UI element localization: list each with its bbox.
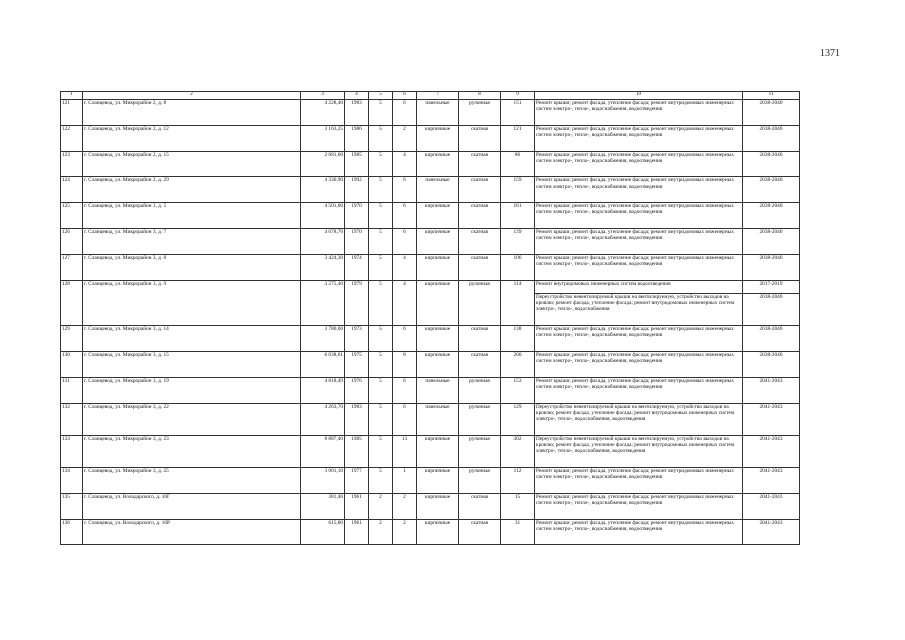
period-cell: 2041-2043 xyxy=(743,435,800,467)
residents-cell: 86 xyxy=(501,151,535,177)
header-cell: 2 xyxy=(83,92,301,100)
table-row xyxy=(61,125,800,151)
table-row xyxy=(61,280,800,293)
residents-cell: 138 xyxy=(501,326,535,352)
entrances-cell: 6 xyxy=(393,203,417,229)
entrances-cell: 6 xyxy=(393,177,417,203)
address-cell: г. Сланцевод, ул. Микрорайон 3, д. 23 xyxy=(83,435,301,467)
entrances-cell: 6 xyxy=(393,377,417,403)
address-cell: г. Сланцевод, ул. Микрорайон 2, д. 15 xyxy=(83,151,301,177)
works-cell: Ремонт крыши; ремонт фасада, утепление фасада; ремонт внутридомовых инженерных систем электро-, тепло-, водоснабжения, водоотведения xyxy=(535,493,743,519)
row-number: 130 xyxy=(61,351,83,377)
works-cell: Ремонт крыши; ремонт фасада, утепление фасада; ремонт внутридомовых инженерных систем электро-, тепло-, водоснабжения, водоотведения xyxy=(535,326,743,352)
works-cell: Ремонт крыши; ремонт фасада, утепление фасада; ремонт внутридомовых инженерных систем электро-, тепло-, водоснабжения, водоотведения xyxy=(535,377,743,403)
residents-cell: 151 xyxy=(501,100,535,126)
walls-cell: кирпичные xyxy=(417,203,459,229)
floors-cell: 5 xyxy=(369,151,393,177)
address-cell: г. Сланцевод, ул. Микрорайон 3, д. 9 xyxy=(83,280,301,326)
header-cell: 7 xyxy=(417,92,459,100)
entrances-cell: 6 xyxy=(393,228,417,254)
roof-cell: скатная xyxy=(459,177,501,203)
residents-cell: 153 xyxy=(501,377,535,403)
year-cell: 1973 xyxy=(345,326,369,352)
period-cell: 2041-2043 xyxy=(743,519,800,545)
walls-cell: кирпичные xyxy=(417,467,459,493)
address-cell: г. Сланцевод, ул. Микрорайон 3, д. 8 xyxy=(83,254,301,280)
address-cell: г. Сланцевод, ул. Микрорайон 3, д. 5 xyxy=(83,203,301,229)
period-cell: 2038-2040 xyxy=(743,326,800,352)
works-cell: Ремонт крыши; ремонт фасада, утепление фасада; ремонт внутридомовых инженерных систем электро-, тепло-, водоснабжения, водоотведения xyxy=(535,177,743,203)
floors-cell: 5 xyxy=(369,100,393,126)
period-cell: 2041-2043 xyxy=(743,467,800,493)
address-cell: г. Сланцевод, ул. Микрорайон 2, д. 8 xyxy=(83,100,301,126)
residents-cell: 139 xyxy=(501,228,535,254)
residents-cell: 106 xyxy=(501,254,535,280)
header-cell: 4 xyxy=(345,92,369,100)
table-row xyxy=(61,100,800,126)
header-cell: 10 xyxy=(535,92,743,100)
walls-cell: панельные xyxy=(417,377,459,403)
floors-cell: 5 xyxy=(369,467,393,493)
year-cell: 1986 xyxy=(345,125,369,151)
period-cell: 2038-2040 xyxy=(743,293,800,325)
walls-cell: кирпичные xyxy=(417,351,459,377)
walls-cell: кирпичные xyxy=(417,151,459,177)
row-number: 135 xyxy=(61,493,83,519)
entrances-cell: 2 xyxy=(393,493,417,519)
residents-cell: 302 xyxy=(501,435,535,467)
entrances-cell: 4 xyxy=(393,280,417,326)
floors-cell: 5 xyxy=(369,125,393,151)
table-row xyxy=(61,467,800,493)
area-cell: 3 424,30 xyxy=(301,254,345,280)
works-cell: Ремонт крыши; ремонт фасада, утепление фасада; ремонт внутридомовых инженерных систем электро-, тепло-, водоснабжения, водоотведения xyxy=(535,519,743,545)
works-cell: Ремонт крыши; ремонт фасада, утепление фасада; ремонт внутридомовых инженерных систем электро-, тепло-, водоснабжения, водоотведения xyxy=(535,100,743,126)
works-cell: Ремонт крыши; ремонт фасада, утепление фасада; ремонт внутридомовых инженерных систем электро-, тепло-, водоснабжения, водоотведения xyxy=(535,125,743,151)
area-cell: 4 818,49 xyxy=(301,377,345,403)
row-number: 129 xyxy=(61,326,83,352)
area-cell: 4 078,70 xyxy=(301,228,345,254)
year-cell: 1983 xyxy=(345,100,369,126)
residents-cell: 200 xyxy=(501,351,535,377)
address-cell: г. Сланцевод, ул. Микрорайон 3, д. 14 xyxy=(83,326,301,352)
walls-cell: кирпичные xyxy=(417,125,459,151)
residents-cell: 159 xyxy=(501,177,535,203)
address-cell: г. Сланцевод, ул. Микрорайон 2, д. 29 xyxy=(83,177,301,203)
works-cell: Ремонт внутридомовых инженерных систем водоотведения xyxy=(535,280,743,293)
address-cell: г. Сланцевод, ул. Микрорайон 3, д. 25 xyxy=(83,467,301,493)
area-cell: 3 001,10 xyxy=(301,467,345,493)
residents-cell: 31 xyxy=(501,519,535,545)
floors-cell: 5 xyxy=(369,351,393,377)
year-cell: 1961 xyxy=(345,493,369,519)
table-row xyxy=(61,351,800,377)
year-cell: 1974 xyxy=(345,254,369,280)
works-cell: Ремонт крыши; ремонт фасада, утепление фасада; ремонт внутридомовых инженерных систем электро-, тепло-, водоснабжения, водоотведения xyxy=(535,351,743,377)
floors-cell: 5 xyxy=(369,435,393,467)
works-cell: Переустройство невентилируемой крыши на вентилируемую, устройство выходов на кровлю; ремонт фасада, утепление фасада; ремонт внутридомовых инженерных систем электро-, тепло-, водоснабжения, водоотведения xyxy=(535,435,743,467)
period-cell: 2038-2040 xyxy=(743,125,800,151)
entrances-cell: 2 xyxy=(393,125,417,151)
address-cell: г. Сланцевод, ул. Микрорайон 3, д. 19 xyxy=(83,377,301,403)
header-cell: 1 xyxy=(61,92,83,100)
area-cell: 2 681,60 xyxy=(301,151,345,177)
walls-cell: кирпичные xyxy=(417,280,459,326)
entrances-cell: 6 xyxy=(393,326,417,352)
roof-cell: рулонная xyxy=(459,377,501,403)
table-row xyxy=(61,326,800,352)
period-cell: 2041-2043 xyxy=(743,403,800,435)
year-cell: 1979 xyxy=(345,280,369,326)
header-cell: 6 xyxy=(393,92,417,100)
residents-cell: 129 xyxy=(501,403,535,435)
period-cell: 2041-2043 xyxy=(743,377,800,403)
page-number: 1371 xyxy=(820,48,840,59)
table-row xyxy=(61,519,800,545)
area-cell: 4 228,40 xyxy=(301,100,345,126)
entrances-cell: 8 xyxy=(393,351,417,377)
table-row xyxy=(61,203,800,229)
area-cell: 6 038,61 xyxy=(301,351,345,377)
table-row xyxy=(61,435,800,467)
residents-cell: 114 xyxy=(501,280,535,326)
roof-cell: скатная xyxy=(459,203,501,229)
table-row xyxy=(61,403,800,435)
table-row xyxy=(61,228,800,254)
year-cell: 1970 xyxy=(345,203,369,229)
floors-cell: 2 xyxy=(369,519,393,545)
row-number: 123 xyxy=(61,151,83,177)
works-cell: Ремонт крыши; ремонт фасада, утепление фасада; ремонт внутридомовых инженерных систем электро-, тепло-, водоснабжения, водоотведения xyxy=(535,203,743,229)
floors-cell: 5 xyxy=(369,403,393,435)
floors-cell: 5 xyxy=(369,228,393,254)
walls-cell: кирпичные xyxy=(417,228,459,254)
table-body xyxy=(61,100,800,545)
walls-cell: панельные xyxy=(417,100,459,126)
roof-cell: рулонная xyxy=(459,435,501,467)
area-cell: 3 275,40 xyxy=(301,280,345,326)
row-number: 133 xyxy=(61,435,83,467)
roof-cell: скатная xyxy=(459,228,501,254)
period-cell: 2038-2040 xyxy=(743,100,800,126)
walls-cell: кирпичные xyxy=(417,519,459,545)
works-cell: Ремонт крыши; ремонт фасада, утепление фасада; ремонт внутридомовых инженерных систем электро-, тепло-, водоснабжения, водоотведения xyxy=(535,467,743,493)
address-cell: г. Сланцевод, ул. Володарского, д. 16Р xyxy=(83,519,301,545)
floors-cell: 5 xyxy=(369,254,393,280)
area-cell: 8 887,40 xyxy=(301,435,345,467)
row-number: 125 xyxy=(61,203,83,229)
period-cell: 2038-2040 xyxy=(743,254,800,280)
year-cell: 1985 xyxy=(345,151,369,177)
roof-cell: скатная xyxy=(459,326,501,352)
entrances-cell: 13 xyxy=(393,435,417,467)
year-cell: 1975 xyxy=(345,351,369,377)
floors-cell: 5 xyxy=(369,177,393,203)
year-cell: 1983 xyxy=(345,403,369,435)
works-cell: Переустройство невентилируемой крыши на вентилируемую, устройство выходов на кровлю; ремонт фасада, утепление фасада; ремонт внутридомовых инженерных систем электро-, тепло-, водоснабжения, водоотведения xyxy=(535,403,743,435)
floors-cell: 5 xyxy=(369,280,393,326)
row-number: 128 xyxy=(61,280,83,326)
year-cell: 1992 xyxy=(345,177,369,203)
roof-cell: скатная xyxy=(459,151,501,177)
area-cell: 381,40 xyxy=(301,493,345,519)
residents-cell: 161 xyxy=(501,203,535,229)
period-cell: 2038-2040 xyxy=(743,177,800,203)
residents-cell: 15 xyxy=(501,493,535,519)
walls-cell: кирпичные xyxy=(417,493,459,519)
table-row xyxy=(61,254,800,280)
walls-cell: кирпичные xyxy=(417,435,459,467)
floors-cell: 2 xyxy=(369,493,393,519)
entrances-cell: 1 xyxy=(393,467,417,493)
area-cell: 4 330,90 xyxy=(301,177,345,203)
roof-cell: рулонная xyxy=(459,467,501,493)
roof-cell: рулонная xyxy=(459,100,501,126)
floors-cell: 5 xyxy=(369,203,393,229)
header-cell: 8 xyxy=(459,92,501,100)
entrances-cell: 2 xyxy=(393,519,417,545)
walls-cell: кирпичные xyxy=(417,254,459,280)
address-cell: г. Сланцевод, ул. Микрорайон 3, д. 22 xyxy=(83,403,301,435)
address-cell: г. Сланцевод, ул. Микрорайон 3, д. 7 xyxy=(83,228,301,254)
roof-cell: рулонная xyxy=(459,280,501,326)
year-cell: 1977 xyxy=(345,467,369,493)
floors-cell: 5 xyxy=(369,326,393,352)
row-number: 136 xyxy=(61,519,83,545)
entrances-cell: 4 xyxy=(393,254,417,280)
area-cell: 3 163,25 xyxy=(301,125,345,151)
address-cell: г. Сланцевод, ул. Микрорайон 2, д. 12 xyxy=(83,125,301,151)
row-number: 122 xyxy=(61,125,83,151)
address-cell: г. Сланцевод, ул. Микрорайон 3, д. 15 xyxy=(83,351,301,377)
entrances-cell: 4 xyxy=(393,151,417,177)
walls-cell: кирпичные xyxy=(417,326,459,352)
area-cell: 4 501,00 xyxy=(301,203,345,229)
walls-cell: панельные xyxy=(417,177,459,203)
header-cell: 5 xyxy=(369,92,393,100)
header-cell: 3 xyxy=(301,92,345,100)
row-number: 124 xyxy=(61,177,83,203)
year-cell: 1976 xyxy=(345,377,369,403)
period-cell: 2017-2019 xyxy=(743,280,800,293)
entrances-cell: 6 xyxy=(393,403,417,435)
roof-cell: скатная xyxy=(459,254,501,280)
year-cell: 1961 xyxy=(345,519,369,545)
roof-cell: скатная xyxy=(459,125,501,151)
period-cell: 2038-2040 xyxy=(743,351,800,377)
row-number: 126 xyxy=(61,228,83,254)
works-cell: Ремонт крыши; ремонт фасада, утепление фасада; ремонт внутридомовых инженерных систем электро-, тепло-, водоснабжения, водоотведения xyxy=(535,228,743,254)
walls-cell: панельные xyxy=(417,403,459,435)
residents-cell: 121 xyxy=(501,125,535,151)
area-cell: 615,80 xyxy=(301,519,345,545)
year-cell: 1985 xyxy=(345,435,369,467)
roof-cell: скатная xyxy=(459,351,501,377)
works-cell: Ремонт крыши; ремонт фасада, утепление фасада; ремонт внутридомовых инженерных систем электро-, тепло-, водоснабжения, водоотведения xyxy=(535,254,743,280)
table-row xyxy=(61,177,800,203)
area-cell: 3 780,00 xyxy=(301,326,345,352)
entrances-cell: 6 xyxy=(393,100,417,126)
header-cell: 11 xyxy=(743,92,800,100)
address-cell: г. Сланцевод, ул. Володарского, д. 16Г xyxy=(83,493,301,519)
row-number: 132 xyxy=(61,403,83,435)
period-cell: 2038-2040 xyxy=(743,228,800,254)
roof-cell: рулонная xyxy=(459,403,501,435)
table-row xyxy=(61,493,800,519)
roof-cell: скатная xyxy=(459,519,501,545)
row-number: 134 xyxy=(61,467,83,493)
year-cell: 1970 xyxy=(345,228,369,254)
works-cell: Переустройство невентилируемой крыши на вентилируемую, устройство выходов на кровлю; ремонт фасада, утепление фасада; ремонт внутридомовых инженерных систем электро-, тепло-, водоснабжения xyxy=(535,293,743,325)
housing-register-table xyxy=(60,91,800,545)
residents-cell: 112 xyxy=(501,467,535,493)
period-cell: 2038-2040 xyxy=(743,151,800,177)
works-cell: Ремонт крыши; ремонт фасада, утепление фасада; ремонт внутридомовых инженерных систем электро-, тепло-, водоснабжения, водоотведения xyxy=(535,151,743,177)
row-number: 131 xyxy=(61,377,83,403)
area-cell: 4 263,70 xyxy=(301,403,345,435)
row-number: 121 xyxy=(61,100,83,126)
period-cell: 2038-2040 xyxy=(743,203,800,229)
floors-cell: 5 xyxy=(369,377,393,403)
header-cell: 9 xyxy=(501,92,535,100)
table-header xyxy=(61,92,800,100)
roof-cell: скатная xyxy=(459,493,501,519)
row-number: 127 xyxy=(61,254,83,280)
table-row xyxy=(61,151,800,177)
table-row xyxy=(61,377,800,403)
period-cell: 2041-2043 xyxy=(743,493,800,519)
